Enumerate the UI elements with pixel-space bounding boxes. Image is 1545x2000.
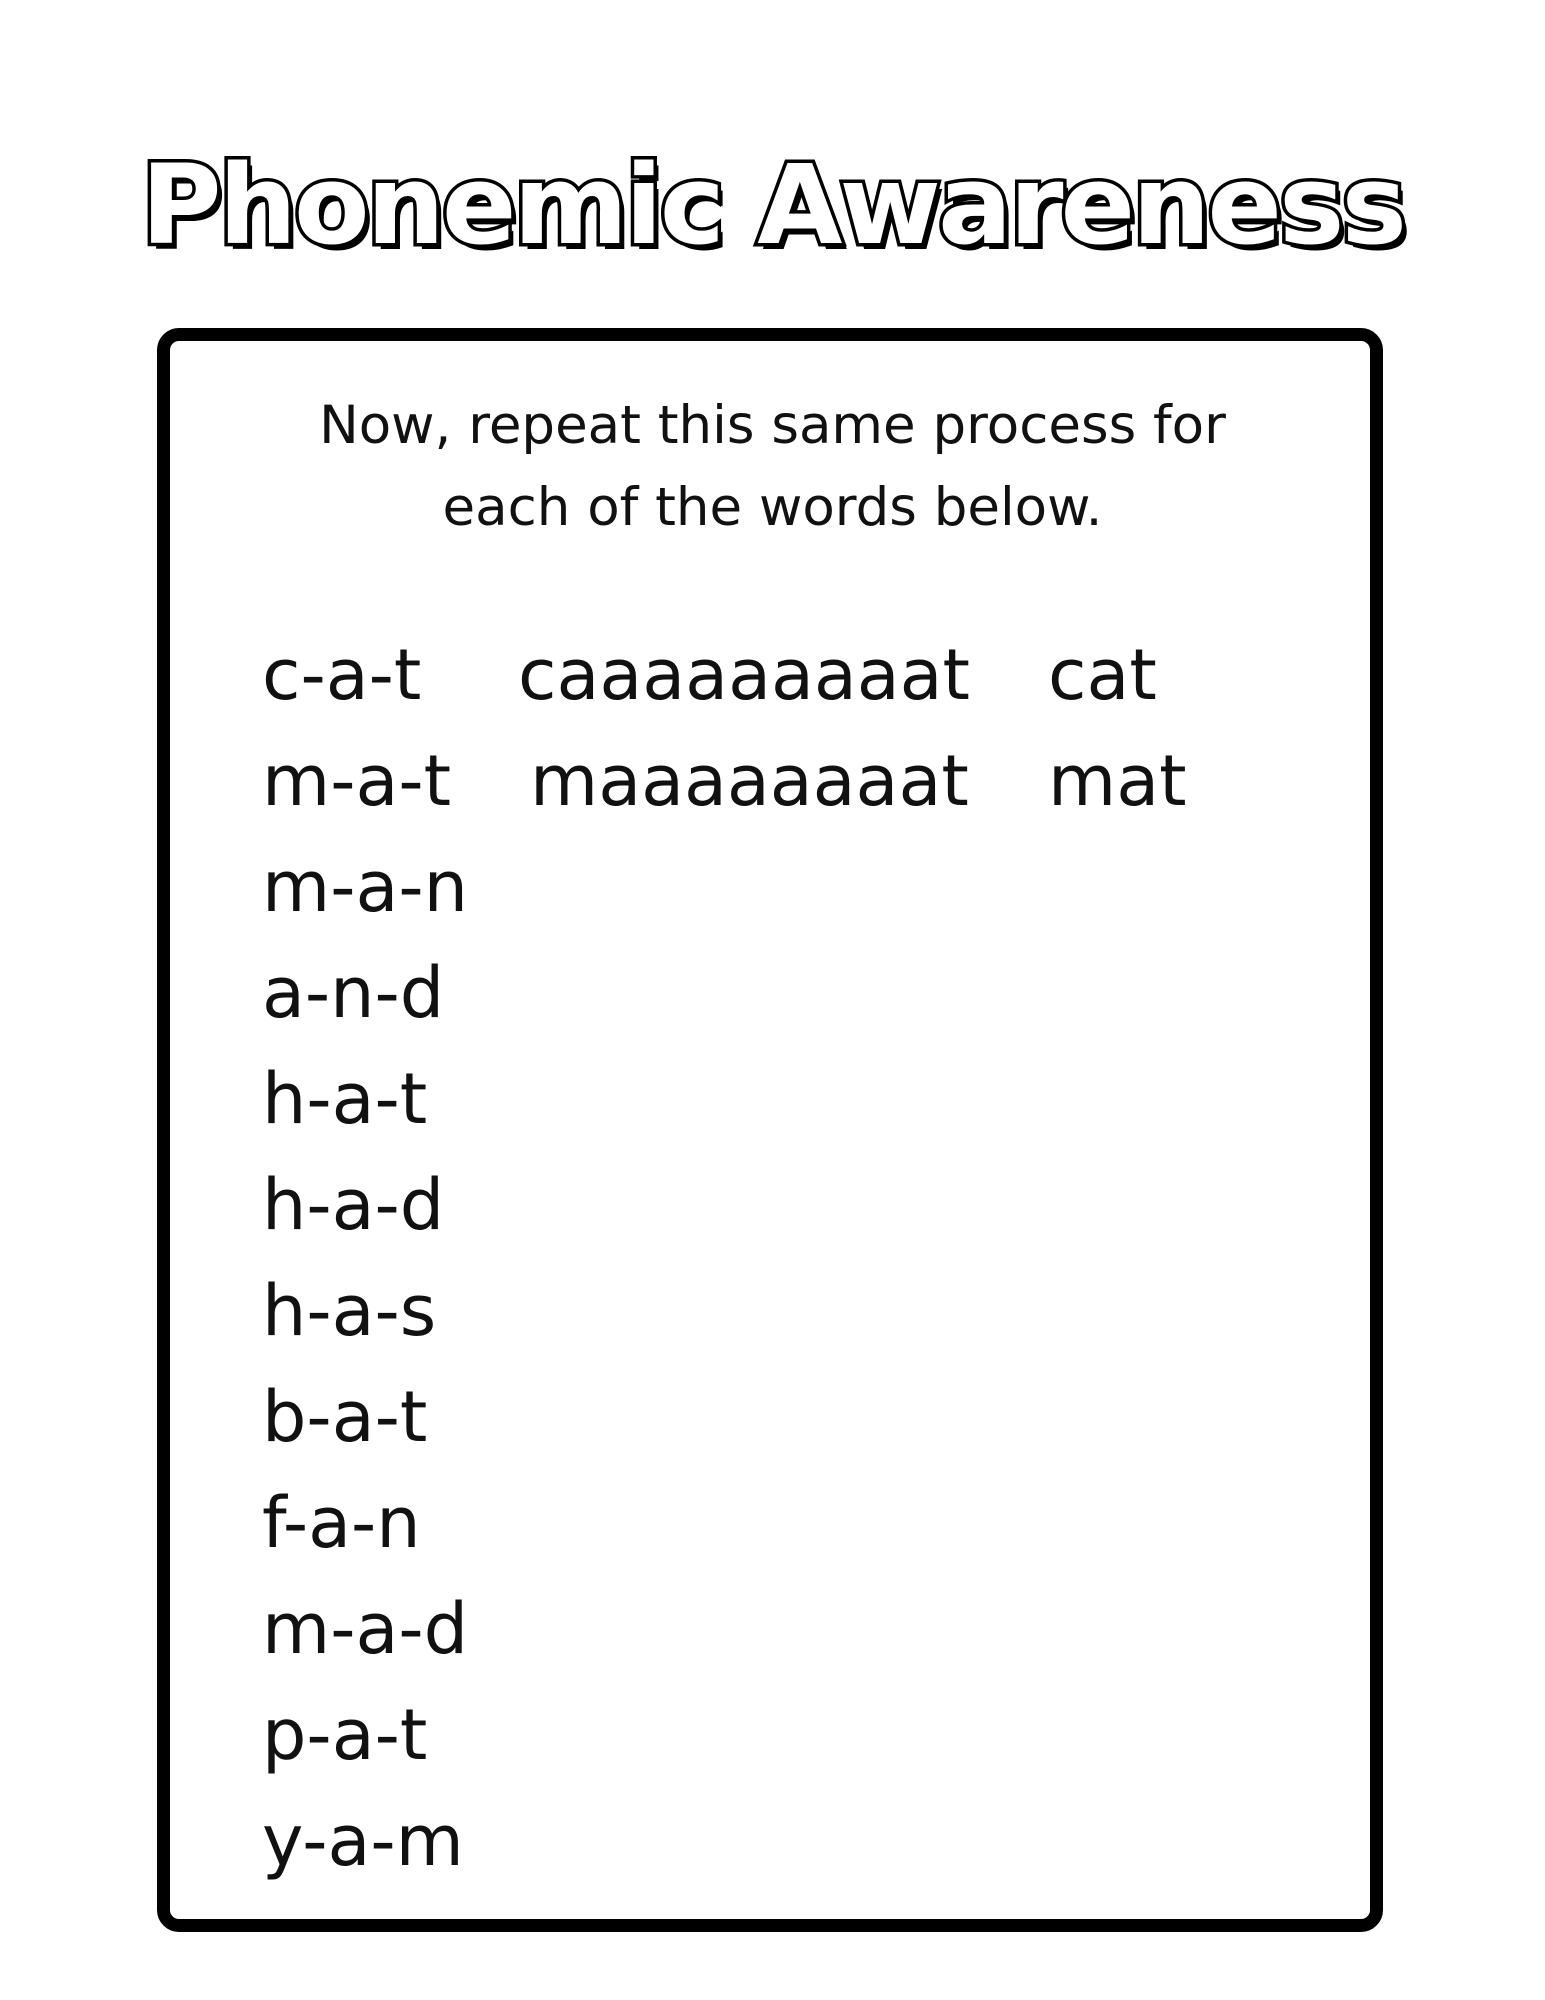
word-row — [0, 1152, 1545, 1258]
instructions-line-2: each of the words below. — [442, 477, 1103, 538]
blended-word: mat — [1048, 740, 1187, 822]
blended-word: cat — [1048, 634, 1157, 716]
word-row — [0, 940, 1545, 1046]
instructions — [0, 385, 1545, 549]
stretched-word: maaaaaaaat — [530, 740, 969, 822]
word-row — [0, 1364, 1545, 1470]
word-row — [0, 622, 1545, 728]
page-title: Phonemic Awareness — [141, 141, 1404, 269]
segmented-word: h-a-d — [262, 1164, 445, 1246]
segmented-word: y-a-m — [262, 1800, 464, 1882]
segmented-word: a-n-d — [262, 952, 445, 1034]
segmented-word: m-a-d — [262, 1588, 469, 1670]
word-row — [0, 1576, 1545, 1682]
stretched-word: caaaaaaaaat — [518, 634, 970, 716]
segmented-word: h-a-t — [262, 1058, 428, 1140]
segmented-word: p-a-t — [262, 1694, 428, 1776]
segmented-word: m-a-n — [262, 846, 468, 928]
word-row — [0, 1046, 1545, 1152]
word-row — [0, 834, 1545, 940]
segmented-word: c-a-t — [262, 634, 422, 716]
word-row — [0, 1788, 1545, 1894]
word-row — [0, 1682, 1545, 1788]
segmented-word: m-a-t — [262, 740, 452, 822]
segmented-word: f-a-n — [262, 1482, 421, 1564]
word-row — [0, 728, 1545, 834]
segmented-word: h-a-s — [262, 1270, 437, 1352]
instructions-line-1: Now, repeat this same process for — [319, 395, 1226, 456]
word-row — [0, 1470, 1545, 1576]
word-list — [0, 622, 1545, 1894]
segmented-word: b-a-t — [262, 1376, 428, 1458]
word-row — [0, 1258, 1545, 1364]
